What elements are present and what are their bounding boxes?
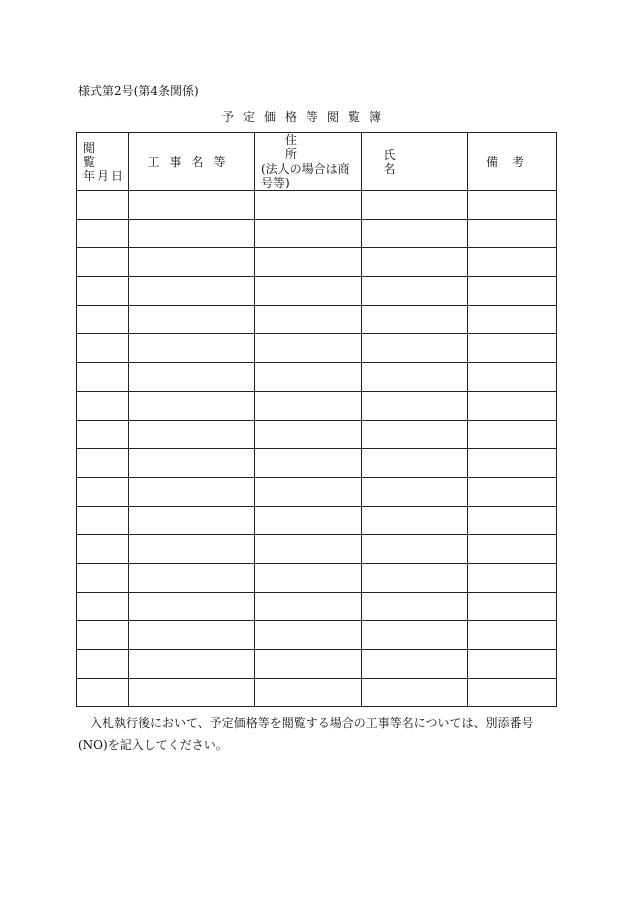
remarks-cell[interactable] <box>468 592 557 621</box>
table-row <box>77 563 557 592</box>
remarks-cell[interactable] <box>468 191 557 220</box>
table-row <box>77 621 557 650</box>
remarks-cell[interactable] <box>468 305 557 334</box>
table-row <box>77 305 557 334</box>
address-cell[interactable] <box>255 477 362 506</box>
name-cell[interactable] <box>362 678 468 707</box>
table-row <box>77 277 557 306</box>
remarks-cell[interactable] <box>468 449 557 478</box>
date-cell[interactable] <box>77 191 129 220</box>
address-cell[interactable] <box>255 563 362 592</box>
name-cell[interactable] <box>362 248 468 277</box>
name-cell[interactable] <box>362 277 468 306</box>
name-cell[interactable] <box>362 621 468 650</box>
header-address <box>255 133 362 191</box>
work-name-cell[interactable] <box>129 248 255 277</box>
address-cell[interactable] <box>255 650 362 679</box>
name-cell[interactable] <box>362 449 468 478</box>
date-cell[interactable] <box>77 219 129 248</box>
date-cell[interactable] <box>77 535 129 564</box>
remarks-cell[interactable] <box>468 535 557 564</box>
date-cell[interactable] <box>77 363 129 392</box>
header-date-line1: 閲覧 <box>83 140 110 169</box>
remarks-cell[interactable] <box>468 391 557 420</box>
address-cell[interactable] <box>255 305 362 334</box>
footnote-instructions: 入札執行後において、予定価格等を閲覧する場合の工事等名については、別添番号(NO)を記入してください。 <box>78 716 534 752</box>
address-cell[interactable] <box>255 277 362 306</box>
work-name-cell[interactable] <box>129 191 255 220</box>
table-row <box>77 592 557 621</box>
form-number-label: 様式第2号(第4条関係) <box>78 84 199 98</box>
date-cell[interactable] <box>77 277 129 306</box>
date-cell[interactable] <box>77 592 129 621</box>
work-name-cell[interactable] <box>129 621 255 650</box>
work-name-cell[interactable] <box>129 391 255 420</box>
address-cell[interactable] <box>255 535 362 564</box>
table-header-row <box>77 133 557 191</box>
header-address-line2: (法人の場合は商号等) <box>261 162 350 190</box>
name-cell[interactable] <box>362 420 468 449</box>
table-row <box>77 650 557 679</box>
address-cell[interactable] <box>255 449 362 478</box>
date-cell[interactable] <box>77 391 129 420</box>
remarks-cell[interactable] <box>468 678 557 707</box>
address-cell[interactable] <box>255 248 362 277</box>
table-row <box>77 391 557 420</box>
remarks-cell[interactable] <box>468 420 557 449</box>
date-cell[interactable] <box>77 621 129 650</box>
header-inspection-date <box>77 133 129 191</box>
address-cell[interactable] <box>255 334 362 363</box>
name-cell[interactable] <box>362 334 468 363</box>
table-row <box>77 191 557 220</box>
table-row <box>77 334 557 363</box>
name-cell[interactable] <box>362 219 468 248</box>
table-row <box>77 219 557 248</box>
header-name: 氏名 <box>362 133 468 191</box>
remarks-cell[interactable] <box>468 506 557 535</box>
work-name-cell[interactable] <box>129 563 255 592</box>
work-name-cell[interactable] <box>129 420 255 449</box>
work-name-cell[interactable] <box>129 650 255 679</box>
name-cell[interactable] <box>362 391 468 420</box>
table-body <box>77 191 557 707</box>
work-name-cell[interactable] <box>129 277 255 306</box>
remarks-cell[interactable] <box>468 363 557 392</box>
table-row <box>77 477 557 506</box>
date-cell[interactable] <box>77 248 129 277</box>
table-row <box>77 678 557 707</box>
remarks-cell[interactable] <box>468 334 557 363</box>
header-remarks: 備考 <box>468 133 557 191</box>
address-cell[interactable] <box>255 678 362 707</box>
inspection-register-table <box>76 132 557 707</box>
work-name-cell[interactable] <box>129 506 255 535</box>
date-cell[interactable] <box>77 563 129 592</box>
work-name-cell[interactable] <box>129 678 255 707</box>
date-cell[interactable] <box>77 334 129 363</box>
remarks-cell[interactable] <box>468 219 557 248</box>
table-row <box>77 420 557 449</box>
name-cell[interactable] <box>362 191 468 220</box>
address-cell[interactable] <box>255 391 362 420</box>
work-name-cell[interactable] <box>129 449 255 478</box>
table-row <box>77 363 557 392</box>
name-cell[interactable] <box>362 592 468 621</box>
header-address-line1: 住所 <box>284 133 337 161</box>
date-cell[interactable] <box>77 650 129 679</box>
document-title: 予定価格等閲覧簿 <box>222 110 391 124</box>
table-row <box>77 506 557 535</box>
date-cell[interactable] <box>77 449 129 478</box>
work-name-cell[interactable] <box>129 477 255 506</box>
remarks-cell[interactable] <box>468 248 557 277</box>
remarks-cell[interactable] <box>468 277 557 306</box>
name-cell[interactable] <box>362 305 468 334</box>
address-cell[interactable] <box>255 191 362 220</box>
table-row <box>77 449 557 478</box>
remarks-cell[interactable] <box>468 477 557 506</box>
work-name-cell[interactable] <box>129 363 255 392</box>
date-cell[interactable] <box>77 506 129 535</box>
header-work-name: 工事名等 <box>129 133 255 191</box>
table-row <box>77 535 557 564</box>
date-cell[interactable] <box>77 678 129 707</box>
date-cell[interactable] <box>77 420 129 449</box>
work-name-cell[interactable] <box>129 305 255 334</box>
work-name-cell[interactable] <box>129 334 255 363</box>
name-cell[interactable] <box>362 650 468 679</box>
work-name-cell[interactable] <box>129 219 255 248</box>
name-cell[interactable] <box>362 506 468 535</box>
name-cell[interactable] <box>362 563 468 592</box>
header-date-line2: 年月日 <box>83 168 126 183</box>
date-cell[interactable] <box>77 305 129 334</box>
work-name-cell[interactable] <box>129 535 255 564</box>
address-cell[interactable] <box>255 506 362 535</box>
name-cell[interactable] <box>362 363 468 392</box>
address-cell[interactable] <box>255 363 362 392</box>
name-cell[interactable] <box>362 535 468 564</box>
remarks-cell[interactable] <box>468 621 557 650</box>
name-cell[interactable] <box>362 477 468 506</box>
remarks-cell[interactable] <box>468 563 557 592</box>
address-cell[interactable] <box>255 621 362 650</box>
address-cell[interactable] <box>255 219 362 248</box>
date-cell[interactable] <box>77 477 129 506</box>
remarks-cell[interactable] <box>468 650 557 679</box>
work-name-cell[interactable] <box>129 592 255 621</box>
address-cell[interactable] <box>255 420 362 449</box>
table-row <box>77 248 557 277</box>
address-cell[interactable] <box>255 592 362 621</box>
